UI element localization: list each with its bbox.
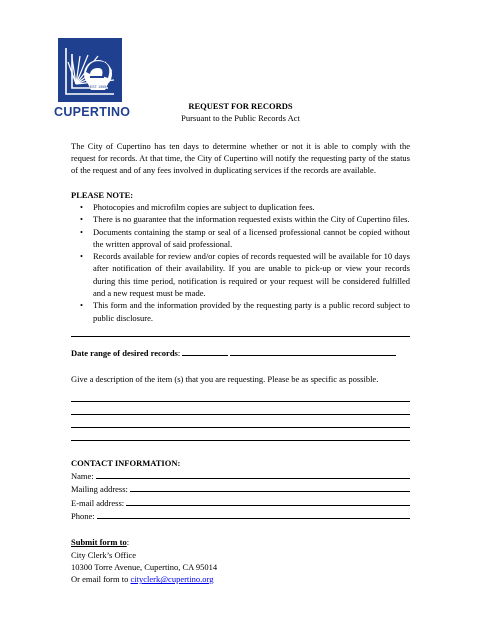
note-text: This form and the information provided by the requesting party is a public record subject to public disclosure. [93, 300, 410, 323]
description-field[interactable] [71, 389, 410, 441]
notes-list [71, 201, 410, 324]
bullet-icon: • [80, 214, 83, 225]
submit-colon: : [126, 537, 130, 548]
bullet-icon: • [80, 251, 83, 262]
submit-email-prefix: Or email form to [71, 574, 131, 585]
email-label: E-mail address: [71, 497, 125, 508]
submit-heading: Submit form to [71, 537, 127, 548]
submit-heading-row [71, 536, 410, 548]
note-text: Records available for review and/or copies of records requested will be available for 10 days after notification of their availability. If you are unable to pick-up or view your records during this time period, notification is required or your request will be considered fulfilled and a new request must be made. [93, 251, 410, 299]
note-item [80, 299, 410, 324]
est-text: EST. 1955 [89, 85, 107, 89]
mailing-label: Mailing address: [71, 484, 128, 495]
form-subtitle: Pursuant to the Public Records Act [181, 113, 300, 124]
cupertino-seal-icon [58, 38, 122, 102]
email-link[interactable]: cityclerk@cupertino.org [130, 574, 214, 585]
email-field[interactable] [126, 496, 410, 506]
phone-row [71, 509, 410, 522]
name-row [71, 469, 410, 482]
bullet-icon: • [80, 226, 83, 237]
description-line[interactable] [71, 415, 410, 428]
date-to-field[interactable] [230, 355, 396, 356]
date-range-label: Date range of desired records [71, 348, 178, 358]
email-row [71, 496, 410, 509]
mailing-address-field[interactable] [130, 482, 410, 492]
date-range-row [71, 347, 410, 359]
note-text: There is no guarantee that the information requested exists within the City of Cupertino files. [93, 214, 410, 225]
section-divider [71, 336, 410, 337]
note-text: Photocopies and microfilm copies are subject to duplication fees. [93, 201, 315, 212]
date-range-colon: : [177, 348, 181, 358]
date-from-field[interactable] [182, 355, 228, 356]
intro-paragraph: The City of Cupertino has ten days to determine whether or not it is able to comply with the request for records. At that time, the City of Cupertino will notify the requesting party of the status of the request and of any fees involved in duplicating services if the records are available. [71, 140, 410, 176]
submit-email-row [71, 573, 410, 585]
description-line[interactable] [71, 402, 410, 415]
note-item [80, 226, 410, 251]
description-prompt: Give a description of the item (s) that you are requesting. Please be as specific as possible. [71, 374, 379, 385]
bullet-icon: • [80, 300, 83, 311]
note-text: Documents containing the stamp or seal of a licensed professional cannot be copied without the written approval of said professional. [93, 226, 410, 249]
phone-label: Phone: [71, 510, 95, 521]
mailing-row [71, 482, 410, 495]
notes-heading: PLEASE NOTE: [71, 189, 134, 200]
contact-heading: CONTACT INFORMATION: [71, 457, 181, 468]
name-label: Name: [71, 470, 94, 481]
note-item [80, 201, 410, 213]
brand-name: CUPERTINO [54, 105, 131, 119]
note-item [80, 213, 410, 225]
request-form [71, 100, 410, 585]
form-title: REQUEST FOR RECORDS [188, 101, 293, 111]
description-line[interactable] [71, 389, 410, 402]
description-line[interactable] [71, 428, 410, 441]
name-field[interactable] [96, 469, 410, 479]
bullet-icon: • [80, 201, 83, 212]
phone-field[interactable] [97, 509, 410, 519]
submit-address: 10300 Torre Avenue, Cupertino, CA 95014 [71, 561, 218, 572]
submit-office: City Clerk’s Office [71, 549, 136, 560]
note-item [80, 250, 410, 299]
